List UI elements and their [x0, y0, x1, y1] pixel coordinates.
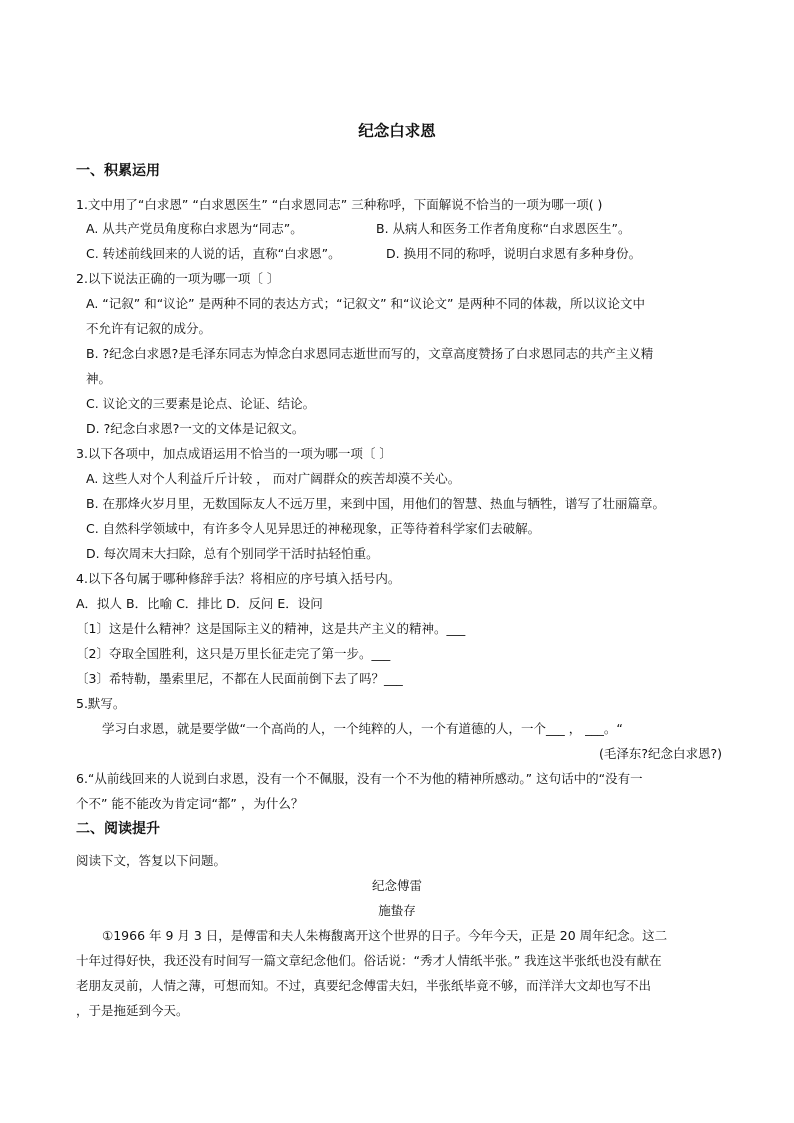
reading-paragraph-line1: ①1966 年 9 月 3 日，是傅雷和夫人朱梅馥离开这个世界的日子。今年今天，正是 20 周年纪念。这二: [102, 928, 668, 943]
page-title: 纪念白求恩: [358, 122, 436, 140]
q3-option-d: D. 每次周末大扫除，总有个别同学干活时拈轻怕重。: [86, 546, 379, 561]
reading-paragraph-line4: ，于是拖延到今天。: [76, 1003, 189, 1018]
q2-option-c: C. 议论文的三要素是论点、论证、结论。: [86, 396, 316, 411]
reading-intro: 阅读下文，答复以下问题。: [76, 853, 227, 868]
q4-stem: 4.以下各句属于哪种修辞手法？将相应的序号填入括号内。: [76, 571, 401, 586]
q2-option-b-line2: 神。: [86, 371, 112, 386]
q1-option-a: A. 从共产党员角度称白求恩为“同志”。: [86, 221, 303, 236]
reading-author: 施蛰存: [378, 903, 416, 918]
q3-option-c: C. 自然科学领域中，有许多令人见异思迁的神秘现象，正等待着科学家们去破解。: [86, 521, 541, 536]
q1-stem: 1.文中用了“白求恩” “白求恩医生” “白求恩同志” 三种称呼，下面解说不恰当的一项为哪一项( ): [76, 197, 603, 212]
q4-options: A．拟人 B．比喻 C．排比 D．反问 E．设问: [76, 596, 323, 611]
section-heading-1: 一、积累运用: [76, 163, 160, 179]
reading-paragraph-line2: 十年过得好快，我还没有时间写一篇文章纪念他们。俗话说：“秀才人情纸半张。” 我连这半张纸也没有献在: [76, 953, 662, 968]
q3-stem: 3.以下各项中，加点成语运用不恰当的一项为哪一项〔 〕: [76, 446, 392, 461]
section-heading-2: 二、阅读提升: [76, 821, 160, 837]
q2-option-a-line1: A. “记叙” 和“议论” 是两种不同的表达方式；“记叙文” 和“议论文” 是两种不同的体裁，所以议论文中: [86, 296, 645, 311]
reading-title: 纪念傅雷: [371, 878, 422, 893]
q6-line2: 个不” 能不能改为肯定词“都” ，为什么？: [76, 796, 304, 811]
q3-option-b: B. 在那烽火岁月里，无数国际友人不远万里，来到中国，用他们的智慧、热血与牺牲，谱写了壮丽篇章。: [86, 496, 666, 511]
q3-option-a: A. 这些人对个人利益斤斤计较 ， 而对广阔群众的疾苦却漠不关心。: [86, 471, 461, 486]
q5-source: (毛泽东?纪念白求恩?): [598, 746, 722, 761]
q2-stem: 2.以下说法正确的一项为哪一项〔 〕: [76, 271, 280, 286]
q1-option-b: B. 从病人和医务工作者角度称“白求恩医生”。: [376, 221, 631, 236]
q4-sentence-2: 〔2〕夺取全国胜利，这只是万里长征走完了第一步。___: [76, 646, 391, 661]
q2-option-d: D. ?纪念白求恩?一文的文体是记叙文。: [86, 421, 305, 436]
q4-sentence-1: 〔1〕这是什么精神？这是国际主义的精神，这是共产主义的精神。___: [76, 621, 466, 636]
reading-paragraph-line3: 老朋友灵前，人情之薄，可想而知。不过，真要纪念傅雷夫妇，半张纸毕竟不够，而洋洋大文却也写不出: [76, 978, 652, 993]
q6-line1: 6.“从前线回来的人说到白求恩，没有一个不佩服，没有一个不为他的精神所感动。” 这句话中的“没有一: [76, 771, 643, 786]
q5-stem: 5.默写。: [76, 696, 126, 711]
q2-option-a-line2: 不允许有记叙的成分。: [86, 321, 212, 336]
q5-dictation-line: 学习白求恩，就是要学做“一个高尚的人，一个纯粹的人，一个有道德的人，一个___ ， ___。“: [102, 721, 623, 736]
q4-sentence-3: 〔3〕希特勒，墨索里尼，不都在人民面前倒下去了吗？___: [76, 671, 403, 686]
q1-option-c: C. 转述前线回来的人说的话，直称“白求恩”。: [86, 246, 341, 261]
q2-option-b-line1: B. ?纪念白求恩?是毛泽东同志为悼念白求恩同志逝世而写的，文章高度赞扬了白求恩同志的共产主义精: [86, 346, 654, 361]
q1-option-d: D. 换用不同的称呼，说明白求恩有多种身份。: [386, 246, 642, 261]
